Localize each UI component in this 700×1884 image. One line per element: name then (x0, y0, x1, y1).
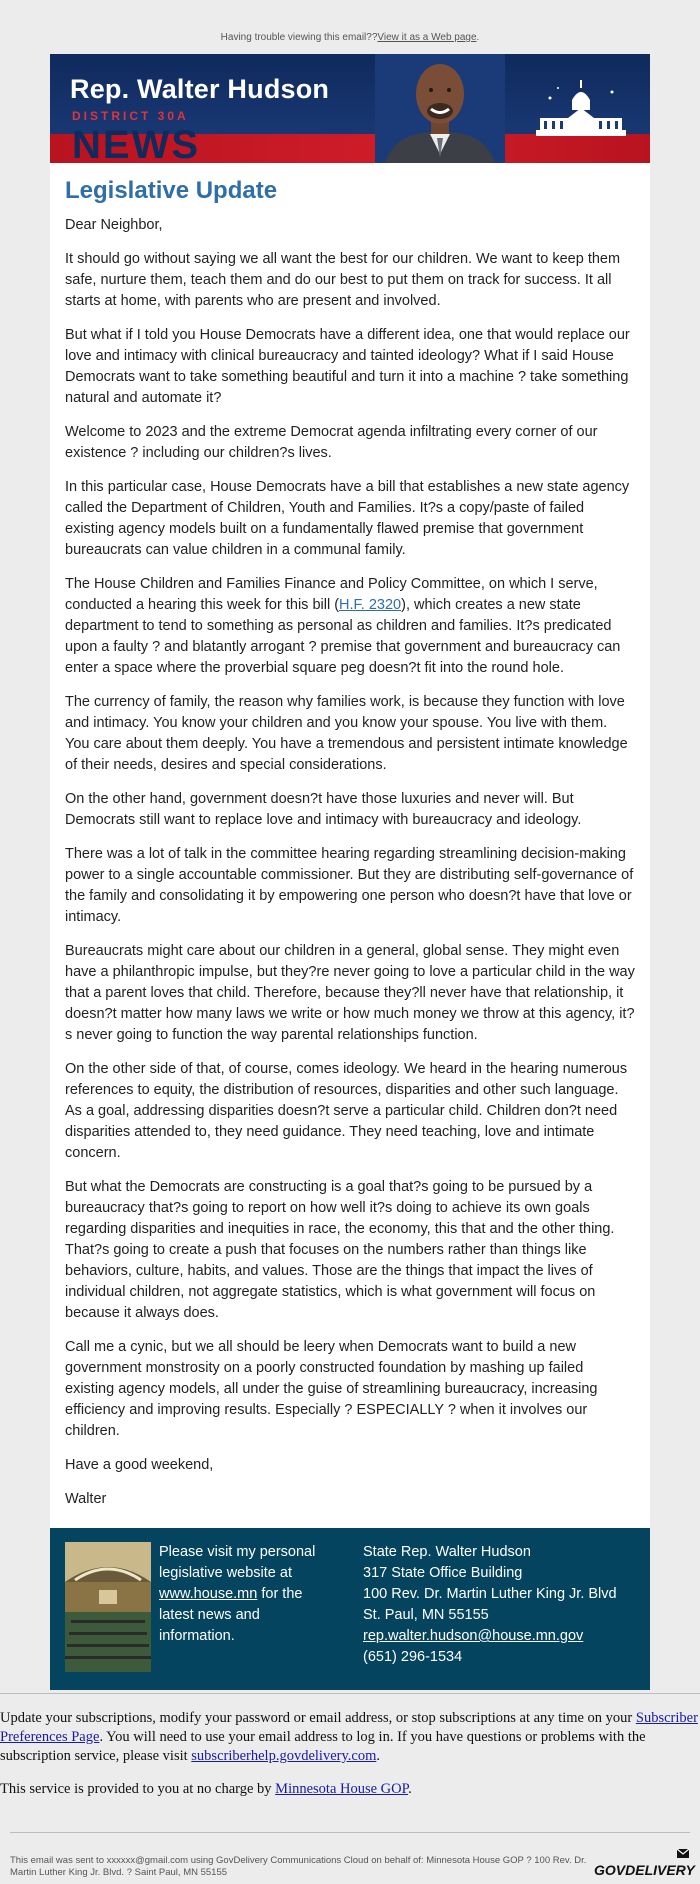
paragraph: It should go without saying we all want the best for our children. We want to keep them safe, nurture them, teach them and do our best to put them on track for success. It all starts at home, with parents who are present and involved. (65, 251, 621, 309)
house-chamber-photo (65, 1542, 151, 1672)
banner-district: DISTRICT 30A (72, 109, 189, 123)
house-website-link[interactable]: www.house.mn (159, 1586, 258, 1602)
contact-name: State Rep. Walter Hudson (363, 1544, 531, 1560)
web-page-link[interactable]: View it as a Web page (377, 32, 477, 43)
subscriber-preferences-link[interactable]: Subscriber Preferences Page (0, 1710, 698, 1745)
govdelivery-logo[interactable]: GOVDELIVERY (594, 1862, 695, 1878)
paragraph-with-bill-link: The House Children and Families Finance and Policy Committee, on which I serve, conducted a hearing this week for this bill (H.F. 2320), which creates a new state department to tend to something as personal as children and families. It?s predicated upon a faulty ? and blatantly arrogant ? premise that government and bureaucracy can enter a space where the proverbial square peg doesn?t fit into the round hole. (65, 576, 621, 676)
contact-street: 100 Rev. Dr. Martin Luther King Jr. Blvd (363, 1586, 617, 1602)
banner-rep-name: Rep. Walter Hudson (70, 74, 330, 104)
page-title: Legislative Update (65, 177, 278, 204)
paragraph: Call me a cynic, but we all should be leery when Democrats want to build a new government monstrosity on a poorly constructed foundation by mashing up failed existing agency models, all under the guise of streamlining bureaucracy, increasing efficiency and improving results. Especially ? ESPECIALLY ? when it involves our children. (65, 1339, 598, 1439)
envelope-icon (676, 1848, 690, 1860)
sent-notice: This email was sent to xxxxxx@gmail.com using GovDelivery Communications Cloud on behalf of: Minnesota House GOP ? 100 Rev. Dr. Martin Luther King Jr. Blvd. ? Saint Paul, MN 55155 (10, 1855, 587, 1878)
article-body (50, 163, 650, 1528)
paragraph: On the other hand, government doesn?t have those luxuries and never will. But Democrats still want to replace love and intimacy with bureaucracy and ideology. (65, 791, 582, 828)
bill-link[interactable]: H.F. 2320 (339, 597, 402, 613)
contact-block (363, 1542, 617, 1672)
paragraph: There was a lot of talk in the committee hearing regarding streamlining decision-making power to a single accountable commissioner. But they are distributing self-governance of the family and consolidating it by empowering one person who doesn?t have that love or intimacy. (65, 846, 634, 925)
contact-phone: (651) 296-1534 (363, 1649, 463, 1665)
email-card (50, 54, 650, 1690)
contact-email-link[interactable]: rep.walter.hudson@house.mn.gov (363, 1628, 584, 1644)
greeting: Dear Neighbor, (65, 217, 163, 233)
closing: Have a good weekend, (65, 1457, 214, 1473)
minnesota-house-gop-link[interactable]: Minnesota House GOP (275, 1781, 409, 1797)
divider (10, 1832, 690, 1833)
paragraph: In this particular case, House Democrats have a bill that establishes a new state agency called the Department of Children, Youth and Families. It?s a copy/paste of failed existing agency models built on a fundamentally flawed premise that government bureaucrats can value children in a communal family. (65, 479, 630, 558)
header-banner (50, 54, 650, 163)
preheader: Having trouble viewing this email??View it as a Web page. (220, 32, 480, 43)
contact-office: 317 State Office Building (363, 1565, 523, 1581)
trouble-text: Having trouble viewing this email?? (220, 32, 378, 43)
paragraph: But what if I told you House Democrats have a different idea, one that would replace our love and intimacy with clinical bureaucracy and tainted ideology? What if I said House Democrats want to take something beautiful and turn it into a machine ? take something natural and automate it? (65, 327, 630, 406)
contact-city: St. Paul, MN 55155 (363, 1607, 489, 1623)
subscriber-help-link[interactable]: subscriberhelp.govdelivery.com (191, 1748, 377, 1764)
website-promo: Please visit my personal legislative website at www.house.mn for the latest news and information. (159, 1544, 316, 1644)
service-notice: This service is provided to you at no charge by Minnesota House GOP. (0, 1781, 412, 1797)
paragraph: The currency of family, the reason why families work, is because they function with love and intimacy. You know your children and you know your spouse. You live with them. You care about them deeply. You have a tremendous and persistent intimate knowledge of their needs, desires and special considerations. (65, 694, 628, 773)
subscription-notice: Update your subscriptions, modify your password or email address, or stop subscriptions at any time on your Subscriber Preferences Page. You will need to use your email address to log in. If you have questions or problems with the subscription service, please visit subscriberhelp.govdelivery.com. (0, 1710, 698, 1764)
paragraph: On the other side of that, of course, comes ideology. We heard in the hearing numerous references to equity, the distribution of resources, disparities and other such language. As a goal, addressing disparities doesn?t serve a particular child. Children don?t need disparities attended to, they need guidance. They need teaching, love and intimate concern. (65, 1061, 628, 1161)
capitol-icon (536, 78, 626, 142)
paragraph: But what the Democrats are constructing is a goal that?s going to be pursued by a bureaucracy that?s going to report on how well it?s doing to achieve its own goals regarding disparities and inequities in race, the economy, this that and the other thing. That?s going to create a push that focuses on the numbers rather than things like behaviors, culture, habits, and values. Those are the things that impact the lives of individual children, not aggregate statistics, which is what government will focus on because it always does. (65, 1179, 615, 1321)
paragraph: Bureaucrats might care about our children in a general, global sense. They might even have a philanthropic impulse, but they?re never going to love a particular child in the way that a parent loves that child. Therefore, because they?ll never have that relationship, it doesn?t matter how many laws we write or how much money we throw at this agency, it?s never going to function the way parental relationships function. (65, 943, 635, 1043)
contact-footer (50, 1528, 650, 1690)
paragraph: Welcome to 2023 and the extreme Democrat agenda infiltrating every corner of our existence ? including our children?s lives. (65, 424, 598, 461)
banner-news-text: NEWS (72, 123, 200, 163)
signature: Walter (65, 1491, 107, 1507)
divider (0, 1693, 700, 1694)
portrait-image (375, 54, 505, 163)
